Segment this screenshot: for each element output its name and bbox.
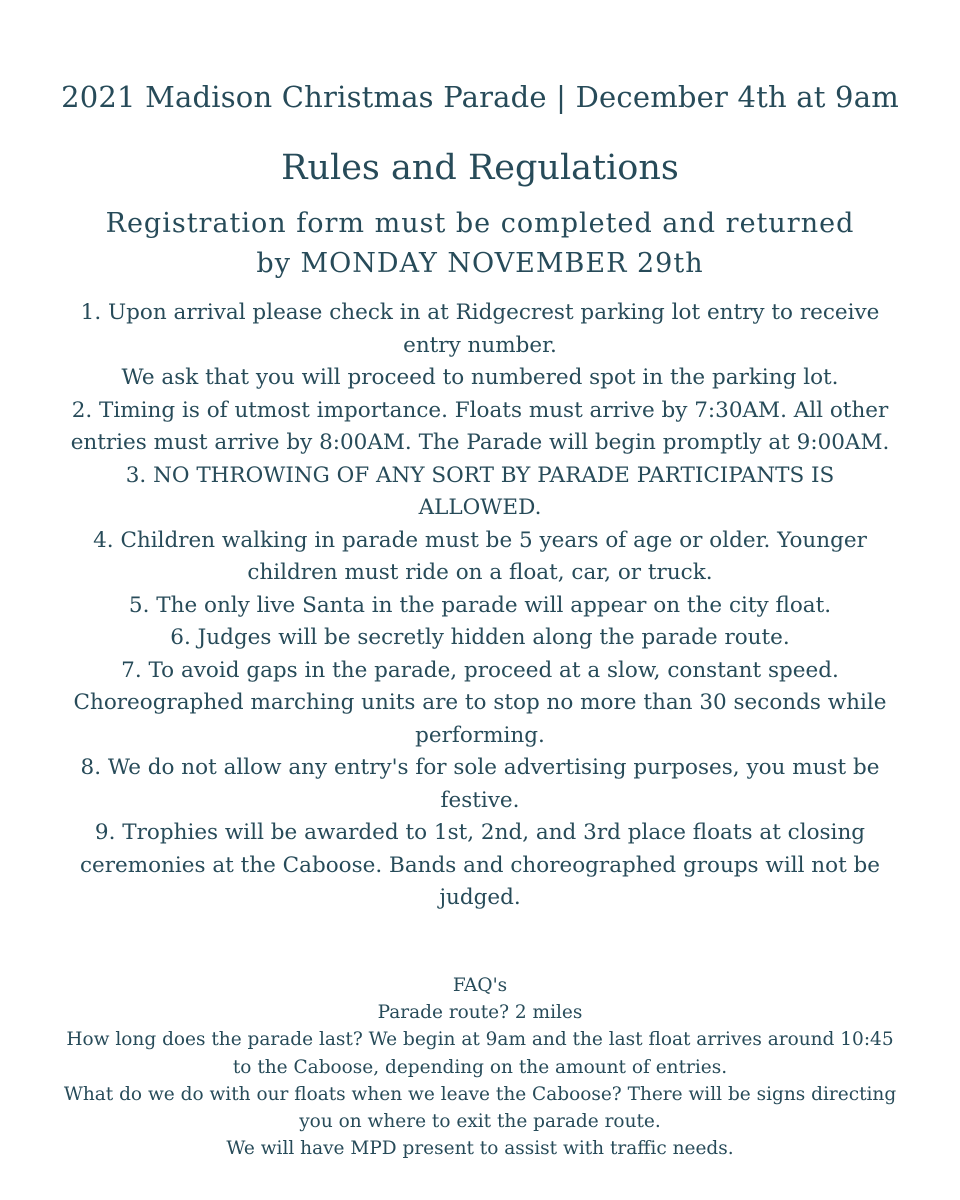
- rule-item: 8. We do not allow any entry's for sole advertising purposes, you must be festive.: [80, 755, 880, 813]
- faq-section: [60, 972, 900, 1162]
- faq-line: How long does the parade last? We begin at 9am and the last float arrives around 10:45 to the Caboose, depending on the amount of entries.: [66, 1029, 894, 1078]
- rule-item: 2. Timing is of utmost importance. Floats must arrive by 7:30AM. All other entries must arrive by 8:00AM. The Parade will begin promptly at 9:00AM.: [70, 397, 890, 455]
- section-title: Rules and Regulations: [281, 148, 679, 188]
- rules-list: [64, 297, 896, 915]
- rule-item: 9. Trophies will be awarded to 1st, 2nd, and 3rd place floats at closing ceremonies at the Caboose. Bands and choreographed groups will not be judged.: [79, 820, 881, 910]
- rule-item: 1. Upon arrival please check in at Ridgecrest parking lot entry to receive entry number.: [80, 300, 880, 358]
- rule-item: 3. NO THROWING OF ANY SORT BY PARADE PARTICIPANTS IS ALLOWED.: [125, 462, 835, 520]
- rule-item: 6. Judges will be secretly hidden along the parade route.: [170, 625, 790, 650]
- faq-line: Parade route? 2 miles: [377, 1002, 583, 1024]
- faq-heading: FAQ's: [452, 975, 508, 996]
- rule-item: 5. The only live Santa in the parade will appear on the city float.: [128, 592, 832, 618]
- rule-item: 4. Children walking in parade must be 5 years of age or older. Younger children must ride on a float, car, or truck.: [93, 527, 867, 585]
- faq-line: What do we do with our floats when we leave the Caboose? There will be signs directing you on where to exit the parade route.: [63, 1083, 897, 1133]
- event-title: 2021 Madison Christmas Parade | December 4th at 9am: [61, 80, 899, 114]
- registration-deadline: [80, 204, 880, 284]
- registration-line-2: by MONDAY NOVEMBER 29th: [256, 248, 704, 279]
- faq-line: We will have MPD present to assist with traffic needs.: [226, 1138, 734, 1160]
- registration-line-1: Registration form must be completed and returned: [105, 208, 855, 239]
- rule-item: We ask that you will proceed to numbered spot in the parking lot.: [121, 365, 839, 390]
- rule-item: 7. To avoid gaps in the parade, proceed at a slow, constant speed. Choreographed marching units are to stop no more than 30 seconds while performing.: [73, 657, 887, 748]
